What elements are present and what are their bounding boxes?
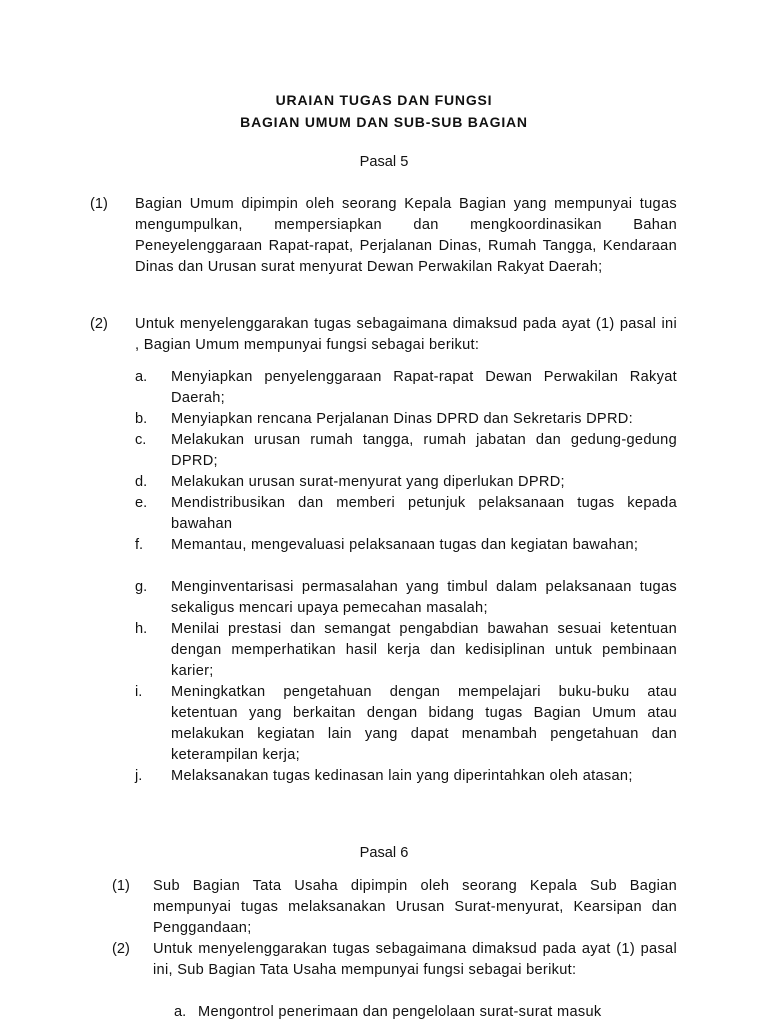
list-item-label: g. bbox=[135, 579, 148, 595]
list-item-label: a. bbox=[174, 1004, 187, 1020]
pasal-5-heading: Pasal 5 bbox=[359, 154, 409, 170]
list-item-label: c. bbox=[135, 432, 147, 448]
pasal-6-ayat-1-number: (1) bbox=[112, 878, 130, 894]
pasal-5-ayat-2-number: (2) bbox=[90, 316, 108, 332]
list-item-label: a. bbox=[135, 369, 148, 385]
list-item: Menyiapkan penyelenggaraan Rapat-rapat Dewan Perwakilan Rakyat Daerah; bbox=[171, 369, 677, 406]
document-title-line2: BAGIAN UMUM DAN SUB-SUB BAGIAN bbox=[240, 114, 528, 130]
list-item: Mengontrol penerimaan dan pengelolaan surat-surat masuk bbox=[198, 1004, 602, 1020]
list-item-label: h. bbox=[135, 621, 148, 637]
list-item: Menyiapkan rencana Perjalanan Dinas DPRD dan Sekretaris DPRD: bbox=[171, 411, 633, 427]
list-item: Memantau, mengevaluasi pelaksanaan tugas dan kegiatan bawahan; bbox=[171, 537, 639, 553]
pasal-6-ayat-2-text: Untuk menyelenggarakan tugas sebagaimana dimaksud pada ayat (1) pasal ini, Sub Bagian Tata Usaha mempunyai fungsi sebagai berikut: bbox=[153, 941, 677, 978]
pasal-6-heading: Pasal 6 bbox=[359, 845, 409, 861]
list-item: Melaksanakan tugas kedinasan lain yang diperintahkan oleh atasan; bbox=[171, 768, 633, 784]
list-item: Menilai prestasi dan semangat pengabdian bawahan sesuai ketentuan dengan memperhatikan hasil kerja dan kedisiplinan untuk pembinaan karier; bbox=[171, 621, 677, 679]
list-item: Melakukan urusan surat-menyurat yang diperlukan DPRD; bbox=[171, 474, 565, 490]
list-item: Menginventarisasi permasalahan yang timbul dalam pelaksanaan tugas sekaligus mencari upaya pemecahan masalah; bbox=[171, 579, 677, 616]
list-item-label: f. bbox=[135, 537, 144, 553]
list-item-label: d. bbox=[135, 474, 148, 490]
list-item-label: j. bbox=[135, 768, 143, 784]
pasal-6-ayat-1-text: Sub Bagian Tata Usaha dipimpin oleh seorang Kepala Sub Bagian mempunyai tugas melaksanakan Urusan Surat-menyurat, Kearsipan dan Penggandaan; bbox=[153, 878, 677, 936]
list-item: Mendistribusikan dan memberi petunjuk pelaksanaan tugas kepada bawahan bbox=[171, 495, 677, 532]
list-item-label: i. bbox=[135, 684, 143, 700]
pasal-5-ayat-1-text: Bagian Umum dipimpin oleh seorang Kepala Bagian yang mempunyai tugas mengumpulkan, mempersiapkan dan mengkoordinasikan Bahan Peneyelenggaraan Rapat-rapat, Perjalanan Dinas, Rumah Tangga, Kendaraan Dinas dan Urusan surat menyurat Dewan Perwakilan Rakyat Daerah; bbox=[135, 196, 677, 275]
list-item: Melakukan urusan rumah tangga, rumah jabatan dan gedung-gedung DPRD; bbox=[171, 432, 677, 469]
list-item-label: e. bbox=[135, 495, 148, 511]
list-item-label: b. bbox=[135, 411, 148, 427]
document-title-line1: URAIAN TUGAS DAN FUNGSI bbox=[275, 92, 493, 108]
list-item: Meningkatkan pengetahuan dengan mempelajari buku-buku atau ketentuan yang berkaitan dengan bidang tugas Bagian Umum atau melakukan kegiatan lain yang dapat menambah pengetahuan dan keterampilan kerja; bbox=[171, 684, 677, 763]
pasal-5-ayat-1-number: (1) bbox=[90, 196, 108, 212]
pasal-6-ayat-2-number: (2) bbox=[112, 941, 130, 957]
pasal-5-ayat-2-text: Untuk menyelenggarakan tugas sebagaimana dimaksud pada ayat (1) pasal ini , Bagian Umum mempunyai fungsi sebagai berikut: bbox=[135, 316, 677, 353]
